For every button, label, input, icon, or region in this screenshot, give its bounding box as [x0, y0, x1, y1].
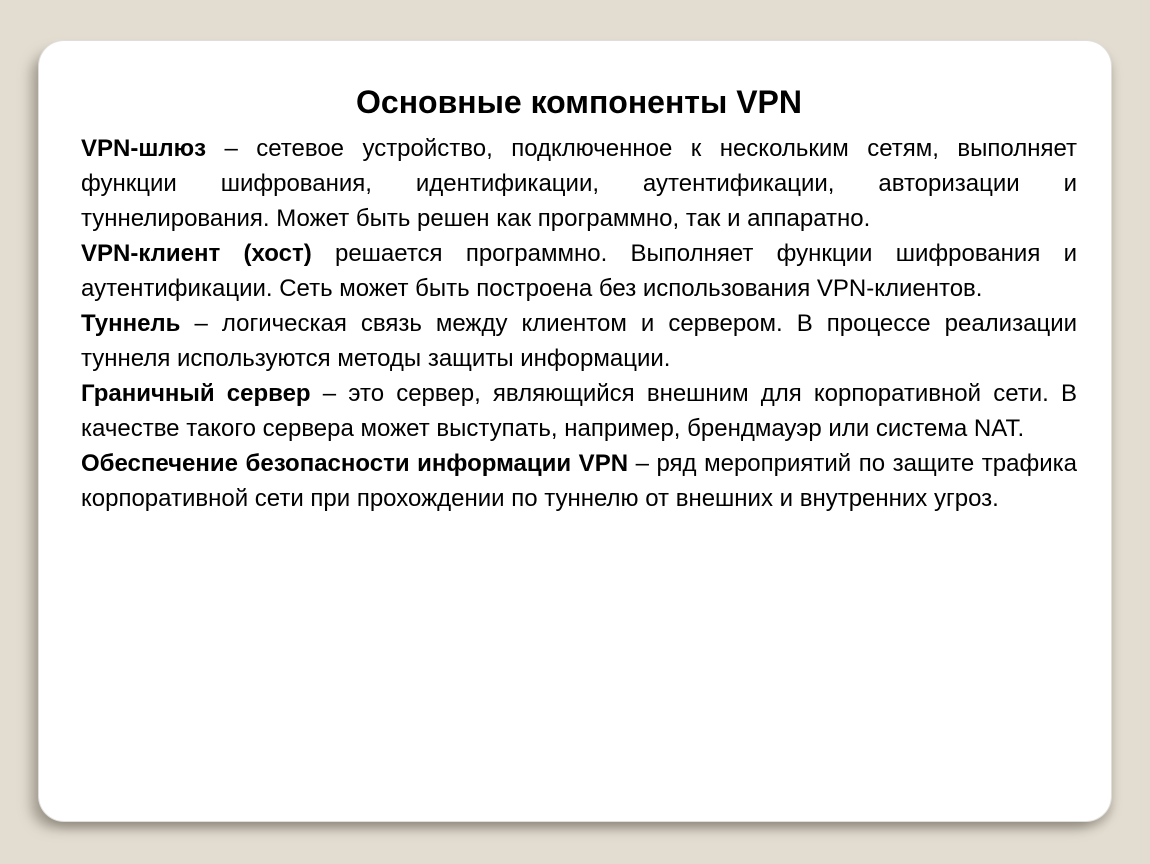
definition-border-server: – это сервер, являющийся внешним для корпоративной сети. В качестве такого сервера может выступать, например, брендмауэр или система NAT.: [81, 380, 1077, 442]
paragraph-tunnel: [81, 306, 1077, 376]
slide-card: [38, 40, 1112, 822]
definition-vpn-gateway: – сетевое устройство, подключенное к нескольким сетям, выполняет функции шифрования, идентификации, аутентификации, авторизации и туннелирования. Может быть решен как программно, так и аппаратно.: [81, 135, 1077, 232]
page-title: Основные компоненты VPN: [356, 84, 802, 120]
definition-vpn-client: решается программно. Выполняет функции шифрования и аутентификации. Сеть может быть построена без использования VPN-клиентов.: [81, 240, 1077, 302]
paragraph-security: [81, 446, 1077, 516]
term-vpn-client: VPN-клиент (хост): [81, 240, 312, 267]
term-security: Обеспечение безопасности информации VPN: [81, 450, 629, 477]
paragraph-vpn-client: [81, 236, 1077, 306]
paragraph-vpn-gateway: [81, 131, 1077, 236]
term-tunnel: Туннель: [81, 310, 181, 337]
definition-security: – ряд мероприятий по защите трафика корпоративной сети при прохождении по туннелю от внешних и внутренних угроз.: [81, 450, 1077, 512]
paragraph-border-server: [81, 376, 1077, 446]
definition-tunnel: – логическая связь между клиентом и сервером. В процессе реализации туннеля используются методы защиты информации.: [81, 310, 1077, 372]
term-border-server: Граничный сервер: [81, 380, 311, 407]
term-vpn-gateway: VPN-шлюз: [81, 135, 207, 162]
